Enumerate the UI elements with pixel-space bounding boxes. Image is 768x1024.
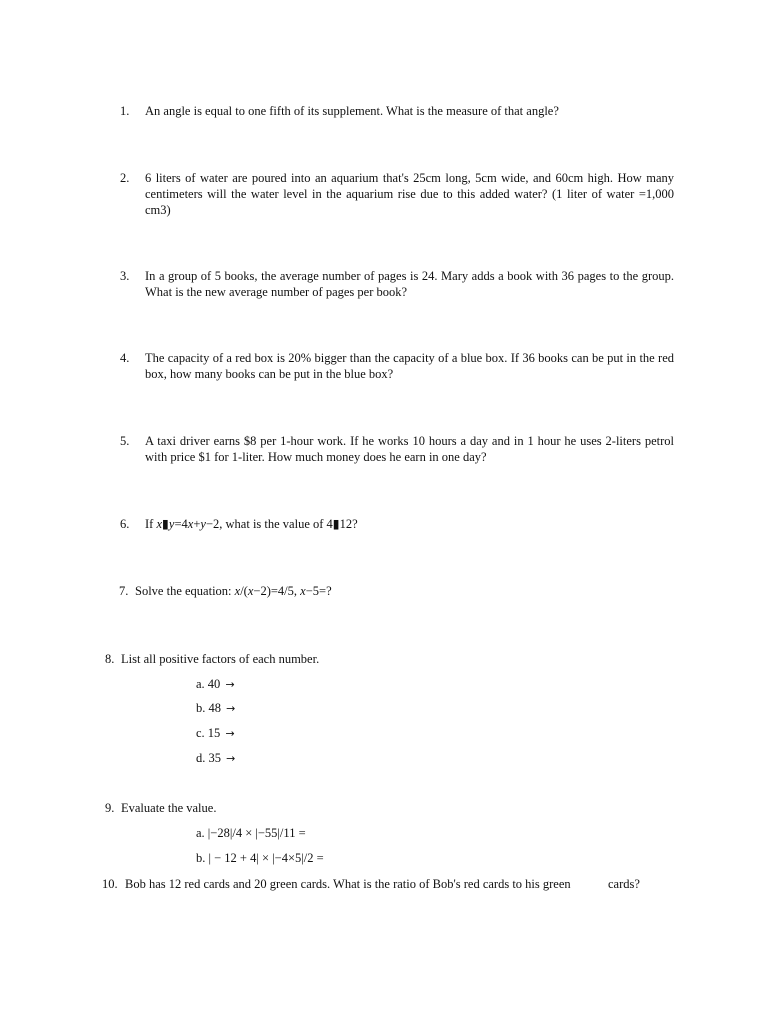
sub-item-label: c. 15 xyxy=(196,726,221,740)
question-number: 10. xyxy=(102,877,118,891)
text-segment: + xyxy=(193,517,201,531)
question-text: The capacity of a red box is 20% bigger than the capacity of a blue box. If 36 books can be put in the red box, how many books can be put in the blue box? xyxy=(145,351,674,381)
variable-x: x xyxy=(300,584,306,598)
text-segment: If xyxy=(145,517,157,531)
sub-item-label: b. 48 xyxy=(196,701,221,715)
sub-item: a. |−28|/4 × |−55|/11 = xyxy=(196,826,306,840)
sub-item xyxy=(196,725,235,742)
question-number: 8. xyxy=(105,652,115,666)
question-text: Bob has 12 red cards and 20 green cards. What is the ratio of Bob's red cards to his green xyxy=(125,877,571,891)
text-segment: −2)=4/5, xyxy=(253,584,301,598)
question-number: 3. xyxy=(120,269,130,283)
question-text: An angle is equal to one fifth of its supplement. What is the measure of that angle? xyxy=(145,104,559,118)
question-text: 6 liters of water are poured into an aquarium that's 25cm long, 5cm wide, and 60cm high. How many centimeters will the water level in the aquarium rise due to this added water? (1 liter of water =1,000 cm3) xyxy=(145,171,674,217)
sub-item xyxy=(196,700,235,717)
question-number: 7. xyxy=(119,584,129,598)
question-number: 2. xyxy=(120,171,130,185)
arrow-right-icon: → xyxy=(225,678,235,691)
variable-x: x xyxy=(156,517,163,531)
sub-item-label: d. 35 xyxy=(196,751,221,765)
arrow-right-icon: → xyxy=(225,727,235,740)
question-number: 9. xyxy=(105,801,115,815)
arrow-right-icon: → xyxy=(226,702,236,715)
text-segment: =4 xyxy=(174,517,188,531)
variable-x: x xyxy=(234,584,241,598)
operator-symbol: ▮ xyxy=(162,517,169,531)
question-text xyxy=(145,516,358,532)
question-number: 5. xyxy=(120,434,130,448)
variable-x: x xyxy=(187,517,194,531)
variable-y: y xyxy=(168,517,175,531)
sub-item: b. | − 12 + 4| × |−4×5|/2 = xyxy=(196,851,324,865)
arrow-right-icon: → xyxy=(226,752,236,765)
text-segment: −5=? xyxy=(305,584,332,598)
question-text: In a group of 5 books, the average number of pages is 24. Mary adds a book with 36 pages to the group. What is the new average number of pages per book? xyxy=(145,269,674,299)
sub-item xyxy=(196,676,235,693)
sub-item xyxy=(196,750,235,767)
text-segment: Solve the equation: xyxy=(135,584,235,598)
variable-y: y xyxy=(200,517,206,531)
text-segment: −2, what is the value of 4▮12? xyxy=(205,517,358,531)
question-text: Evaluate the value. xyxy=(121,801,217,815)
sub-item-label: a. 40 xyxy=(196,677,221,691)
question-text: List all positive factors of each number. xyxy=(121,652,320,666)
question-text-tail: cards? xyxy=(608,877,640,891)
question-number: 6. xyxy=(120,517,130,531)
question-number: 4. xyxy=(120,351,130,365)
text-segment: /( xyxy=(240,584,248,598)
question-number: 1. xyxy=(120,104,130,118)
question-text xyxy=(135,583,332,599)
question-text: A taxi driver earns $8 per 1-hour work. If he works 10 hours a day and in 1 hour he uses 2-liters petrol with price $1 for 1-liter. How much money does he earn in one day? xyxy=(145,434,674,464)
variable-x: x xyxy=(247,584,254,598)
